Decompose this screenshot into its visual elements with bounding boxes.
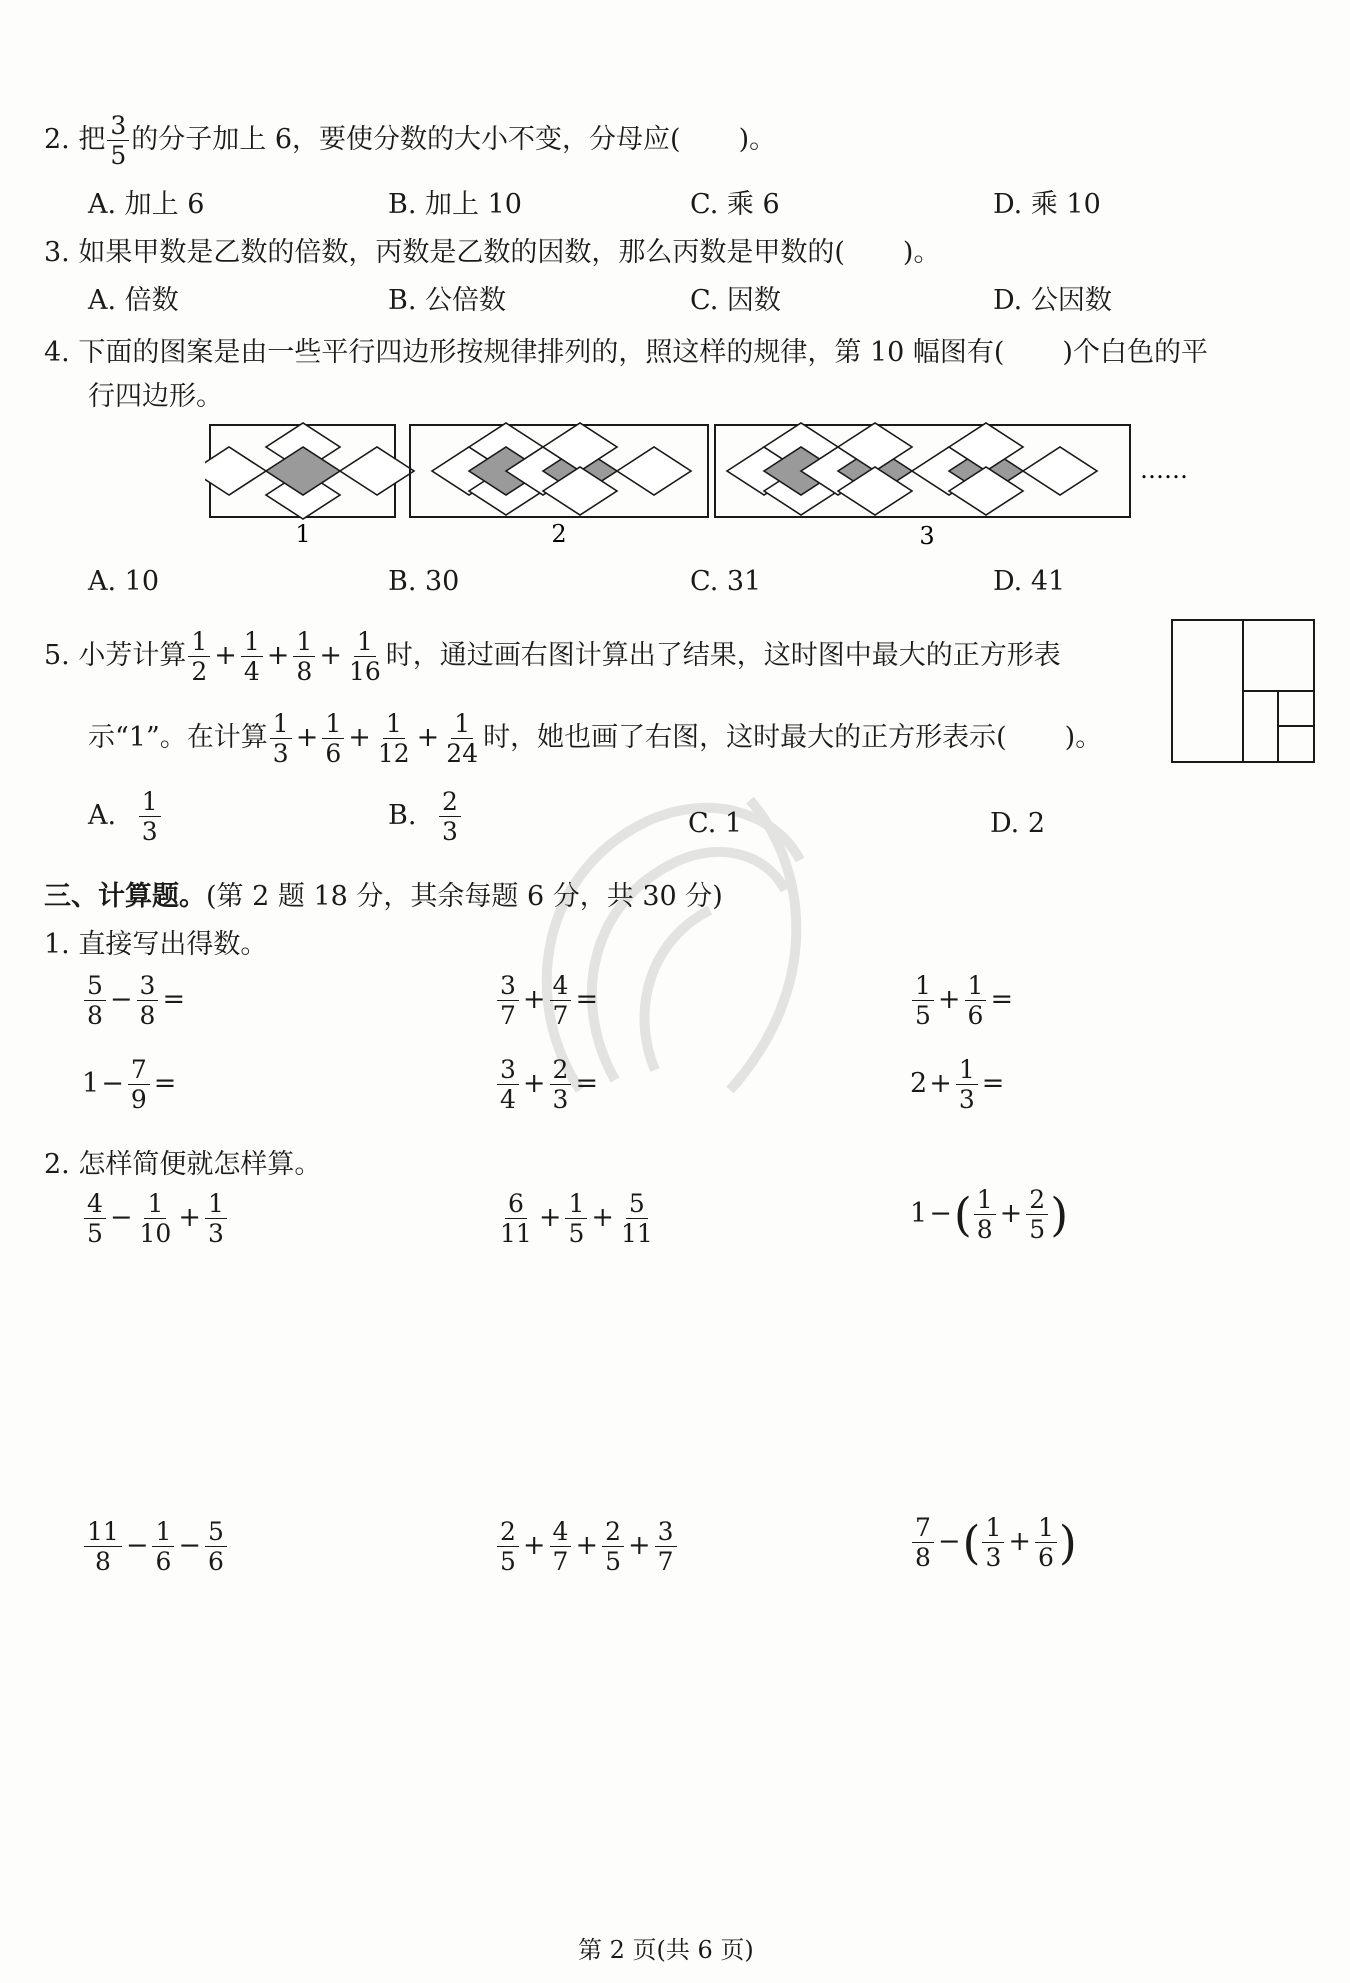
figure-1-label: 1 [295, 520, 311, 548]
q4-option-d[interactable]: D. 41 [993, 566, 1066, 597]
calc-d1: $\frac{11}{8}$ − $\frac{1}{6}$ − $\frac{5}{6}$ [82, 1518, 229, 1575]
page-footer: 第 2 页(共 6 页) [578, 1936, 754, 1964]
question-5-line1: 5. 小芳计算 $\frac{1}{2}$ + $\frac{1}{4}$ + $\frac{1}{8}$ + $\frac{1}{16}$ 时，通过画右图计算出了结果，这时图中最大的正方形表 [44, 627, 1061, 686]
calc-b1: 1− $\frac{7}{9}$ = [82, 1055, 177, 1114]
q4-option-b[interactable]: B. 30 [388, 566, 460, 597]
calc-c1: $\frac{4}{5}$ − $\frac{1}{10}$ + $\frac{1}{3}$ [82, 1190, 229, 1247]
q2-option-c[interactable]: C. 乘 6 [690, 189, 780, 220]
q5-option-d[interactable]: D. 2 [990, 808, 1046, 839]
q5-option-b[interactable]: B. $\frac{2}{3}$ [388, 788, 463, 845]
question-number: 2. [44, 124, 70, 155]
question-5-line2: 示“1”。在计算 $\frac{1}{3}$ + $\frac{1}{6}$ + $\frac{1}{12}$ + $\frac{1}{24}$ 时，她也画了右图，这时最大的正方形表示( )。 [88, 709, 1103, 768]
q4-option-a[interactable]: A. 10 [88, 566, 160, 597]
figure-1-pattern [205, 423, 414, 519]
fraction: $\frac{3}{5}$ [107, 112, 129, 169]
q2-option-a[interactable]: A. 加上 6 [88, 189, 205, 220]
q3-option-c[interactable]: C. 因数 [690, 285, 781, 316]
calc-a3: $\frac{1}{5}$ + $\frac{1}{6}$ = [910, 972, 1015, 1029]
figure-3-label: 3 [919, 522, 935, 550]
q4-option-c[interactable]: C. 31 [690, 566, 762, 597]
section-3-heading: 三、计算题。(第 2 题 18 分，其余每题 6 分，共 30 分) [44, 881, 723, 912]
calc-a2: $\frac{3}{7}$ + $\frac{4}{7}$ = [495, 972, 600, 1029]
figure-2-label: 2 [551, 520, 567, 548]
calc-b3: 2+ $\frac{1}{3}$ = [910, 1055, 1005, 1114]
calc-b2: $\frac{3}{4}$ + $\frac{2}{3}$ = [495, 1056, 600, 1113]
question-4-line1: 4. 下面的图案是由一些平行四边形按规律排列的，照这样的规律，第 10 幅图有( )个白色的平 [44, 337, 1208, 368]
q3-option-b[interactable]: B. 公倍数 [388, 285, 507, 316]
calc-a1: $\frac{5}{8}$ − $\frac{3}{8}$ = [82, 972, 187, 1029]
q3-option-a[interactable]: A. 倍数 [88, 285, 179, 316]
question-number: 4. [44, 337, 70, 368]
q5-option-a[interactable]: A. $\frac{1}{3}$ [88, 788, 163, 845]
question-number: 3. [44, 237, 70, 268]
calc-d3: $\frac{7}{8}$ −( $\frac{1}{3}$ + $\frac{1}{6}$ ) [910, 1514, 1077, 1571]
calc-d2: $\frac{2}{5}$ + $\frac{4}{7}$ + $\frac{2}{5}$ + $\frac{3}{7}$ [495, 1518, 679, 1575]
ellipsis: …… [1140, 456, 1188, 484]
question-2: 2. 把 $\frac{3}{5}$ 的分子加上 6，要使分数的大小不变，分母应( )。 [44, 111, 777, 170]
square-division-figure [1170, 618, 1316, 764]
figure-3-pattern [727, 423, 1097, 515]
q2-option-d[interactable]: D. 乘 10 [993, 189, 1101, 220]
figure-2-pattern [432, 423, 691, 515]
question-number: 5. [44, 640, 70, 671]
calc-c2: $\frac{6}{11}$ + $\frac{1}{5}$ + $\frac{5}{11}$ [500, 1189, 653, 1248]
part-1-title: 1. 直接写出得数。 [44, 929, 268, 960]
q5-option-c[interactable]: C. 1 [688, 808, 743, 839]
part-2-title: 2. 怎样简便就怎样算。 [44, 1149, 322, 1180]
q2-option-b[interactable]: B. 加上 10 [388, 189, 522, 220]
question-4-line2: 行四边形。 [88, 381, 223, 412]
parallelogram-pattern-figure [205, 420, 1205, 560]
calc-c3: 1−( $\frac{1}{8}$ + $\frac{2}{5}$ ) [910, 1185, 1069, 1244]
question-3: 3. 如果甲数是乙数的倍数，丙数是乙数的因数，那么丙数是甲数的( )。 [44, 237, 941, 268]
q3-option-d[interactable]: D. 公因数 [993, 285, 1112, 316]
